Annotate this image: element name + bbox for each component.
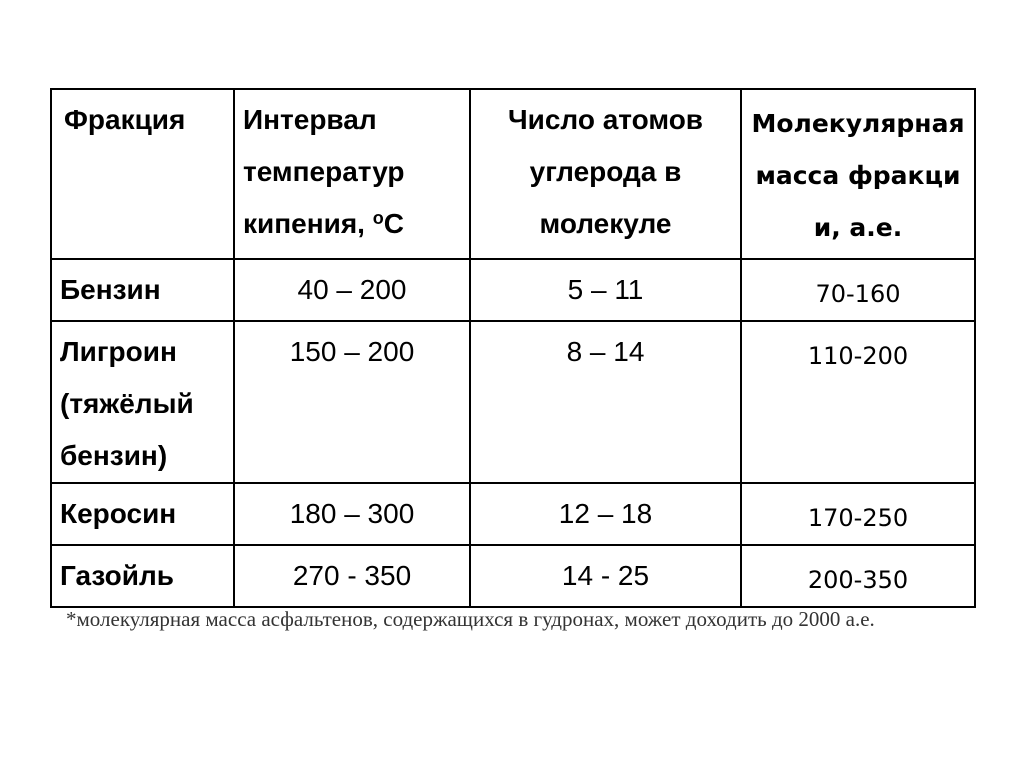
header-cell-fraction	[51, 89, 234, 259]
header-boiling-unit: С	[383, 208, 404, 239]
cell-boiling-range: 180 – 300	[289, 498, 415, 529]
cell-molecular-mass: 110-200	[807, 342, 909, 370]
cell-carbon-atoms: 14 - 25	[561, 560, 650, 591]
table-row	[51, 259, 975, 321]
cell-fraction: Лигроин (тяжёлый бензин)	[60, 336, 194, 471]
header-fraction: Фракция	[64, 104, 186, 135]
header-cell-boiling-range	[234, 89, 470, 259]
cell-fraction: Газойль	[60, 560, 174, 591]
cell-molecular-mass: 170-250	[807, 504, 909, 532]
table-row	[51, 545, 975, 607]
table-row	[51, 483, 975, 545]
fractions-table	[50, 88, 976, 608]
header-cell-carbon-atoms	[470, 89, 741, 259]
header-cell-molecular-mass	[741, 89, 975, 259]
cell-molecular-mass: 200-350	[807, 566, 909, 594]
table-header-row	[51, 89, 975, 259]
footnote: *молекулярная масса асфальтенов, содержащихся в гудронах, может доходить до 2000 а.е.	[66, 607, 875, 631]
header-boiling-range-text: Интервал температур кипения,	[243, 104, 405, 239]
degree-sup: o	[372, 208, 384, 228]
cell-boiling-range: 270 - 350	[292, 560, 412, 591]
cell-carbon-atoms: 5 – 11	[567, 274, 644, 305]
header-molecular-mass: Молекулярная масса фракции, а.е.	[751, 109, 965, 242]
cell-boiling-range: 40 – 200	[297, 274, 407, 305]
cell-fraction: Керосин	[60, 498, 177, 529]
cell-carbon-atoms: 12 – 18	[558, 498, 653, 529]
table-row	[51, 321, 975, 483]
cell-carbon-atoms: 8 – 14	[566, 336, 645, 367]
header-boiling-range	[235, 90, 469, 250]
cell-boiling-range: 150 – 200	[289, 336, 415, 367]
cell-fraction: Бензин	[60, 274, 161, 305]
cell-molecular-mass: 70-160	[815, 280, 901, 308]
header-carbon-atoms: Число атомов углерода в молекуле	[507, 104, 704, 239]
